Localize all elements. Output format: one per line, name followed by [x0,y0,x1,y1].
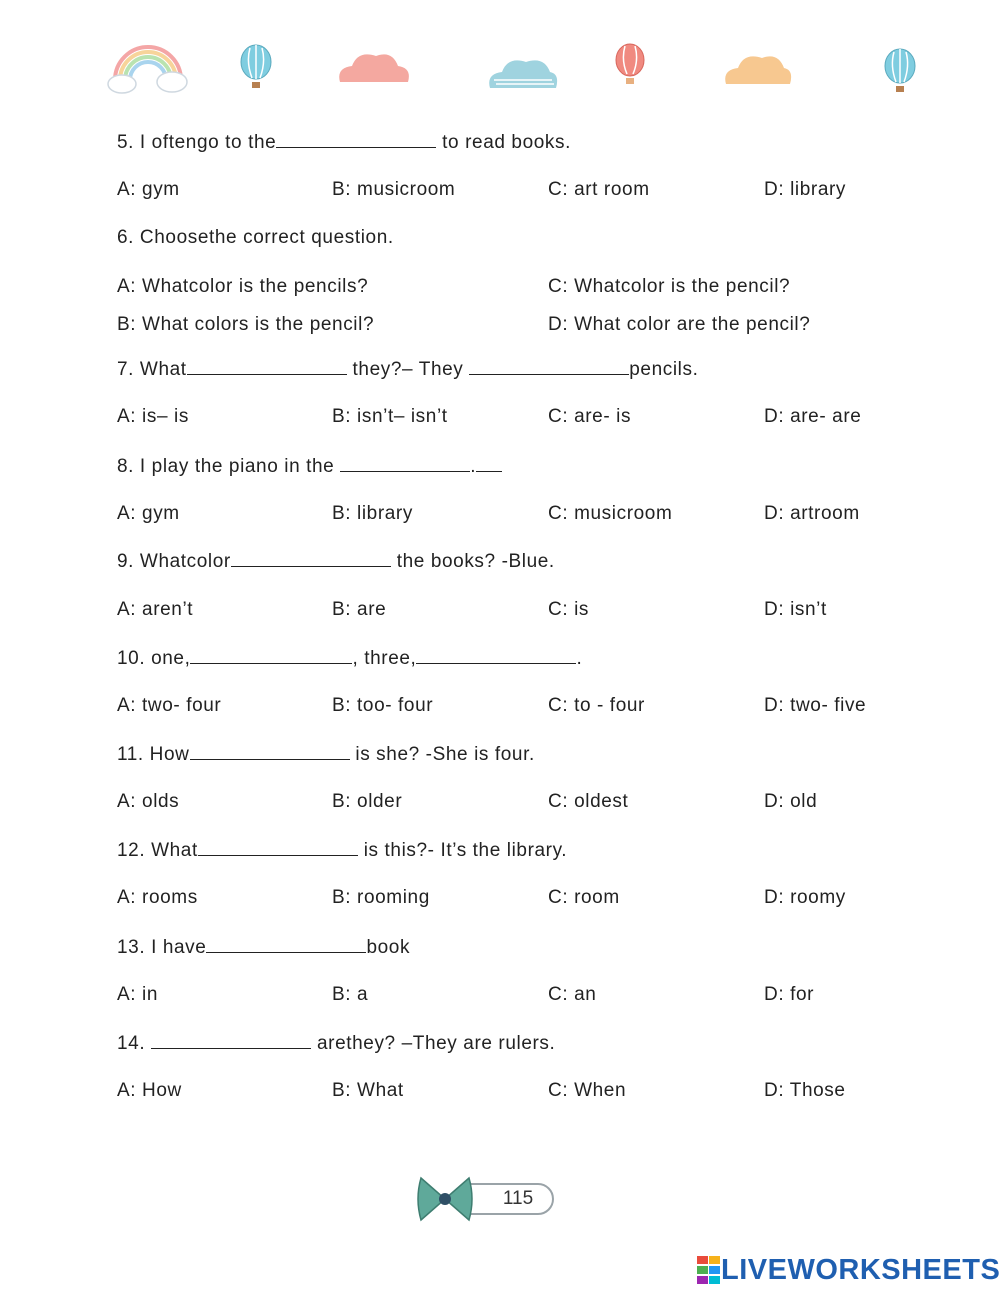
rainbow-cloud-icon [108,47,187,93]
option-b[interactable]: B: What colors is the pencil? [117,314,375,335]
answer-blank[interactable] [206,935,366,953]
question-6: 6. Choosethe correct question. [117,227,394,248]
question-text: 7. What [117,359,187,380]
option-d[interactable]: D: two- five [764,695,867,716]
option-d[interactable]: D: isn’t [764,599,827,620]
option-b[interactable]: B: too- four [332,695,434,716]
option-d[interactable]: D: Those [764,1080,846,1101]
question-text: , three, [352,648,417,669]
option-a[interactable]: A: Whatcolor is the pencils? [117,276,369,297]
liveworksheets-logo [697,1254,1000,1286]
option-a[interactable]: A: two- four [117,695,222,716]
option-a[interactable]: A: gym [117,179,180,200]
orange-cloud-icon [725,56,791,84]
red-balloon-icon [616,44,644,84]
option-d[interactable]: D: library [764,179,847,200]
pink-cloud-icon [339,54,409,82]
question-12 [117,838,567,862]
blue-cloud-icon [489,60,557,88]
option-b[interactable]: B: older [332,791,403,812]
option-d[interactable]: D: old [764,791,818,812]
question-text: book [366,937,411,958]
option-d[interactable]: D: roomy [764,887,846,908]
question-14 [117,1031,555,1055]
answer-blank[interactable] [340,454,470,472]
question-5 [117,130,571,154]
option-c[interactable]: C: to - four [548,695,645,716]
question-7 [117,357,699,381]
option-c[interactable]: C: oldest [548,791,629,812]
question-11 [117,742,535,766]
answer-blank[interactable] [190,646,352,664]
question-text: pencils. [629,359,699,380]
question-text: they?– They [346,359,470,380]
question-text: 10. one, [117,648,191,669]
header-decorations [100,40,930,100]
option-a[interactable]: A: gym [117,503,180,524]
option-b[interactable]: B: a [332,984,369,1005]
option-c[interactable]: C: an [548,984,597,1005]
option-a[interactable]: A: in [117,984,159,1005]
answer-blank[interactable] [190,742,350,760]
question-8 [117,454,502,478]
option-d[interactable]: D: for [764,984,815,1005]
option-a[interactable]: A: olds [117,791,180,812]
logo-text: LIVEWORKSHEETS [721,1253,1000,1286]
answer-blank[interactable] [469,357,629,375]
page-number: 115 [502,1188,534,1209]
option-d[interactable]: D: artroom [764,503,860,524]
option-c[interactable]: C: are- is [548,406,632,427]
bow-icon [418,1178,472,1220]
option-b[interactable]: B: library [332,503,413,524]
answer-blank[interactable] [416,646,576,664]
option-b[interactable]: B: rooming [332,887,430,908]
question-text: 14. [117,1033,152,1054]
option-c[interactable]: C: When [548,1080,627,1101]
question-text: the books? -Blue. [390,551,555,572]
blue-balloon-icon [885,49,915,92]
question-text: 11. How [117,744,190,765]
question-text: 9. Whatcolor [117,551,231,572]
question-text: is she? -She is four. [349,744,535,765]
option-a[interactable]: A: rooms [117,887,198,908]
option-b[interactable]: B: musicroom [332,179,456,200]
question-text: . [470,456,477,477]
answer-blank[interactable] [187,357,347,375]
question-text: arethey? –They are rulers. [311,1033,556,1054]
option-d[interactable]: D: are- are [764,406,862,427]
answer-blank[interactable] [276,130,436,148]
answer-blank[interactable] [198,838,358,856]
question-text: 5. I oftengo to the [117,132,277,153]
option-b[interactable]: B: isn’t– isn’t [332,406,448,427]
option-c[interactable]: C: art room [548,179,650,200]
question-text: 8. I play the piano in the [117,456,341,477]
option-a[interactable]: A: aren’t [117,599,194,620]
option-a[interactable]: A: How [117,1080,182,1101]
question-10 [117,646,582,670]
option-c[interactable]: C: is [548,599,589,620]
option-c[interactable]: C: Whatcolor is the pencil? [548,276,791,297]
question-text: 12. What [117,840,198,861]
question-text: to read books. [436,132,571,153]
logo-mark-icon [697,1256,721,1284]
option-b[interactable]: B: What [332,1080,404,1101]
answer-blank-tail [476,454,502,472]
option-d[interactable]: D: What color are the pencil? [548,314,811,335]
question-text: . [576,648,583,669]
option-b[interactable]: B: are [332,599,387,620]
question-text: 13. I have [117,937,207,958]
option-c[interactable]: C: room [548,887,620,908]
answer-blank[interactable] [151,1031,311,1049]
question-9 [117,549,555,573]
option-a[interactable]: A: is– is [117,406,189,427]
question-13 [117,935,410,959]
option-c[interactable]: C: musicroom [548,503,673,524]
blue-balloon-icon [241,45,271,88]
question-text: is this?- It’s the library. [357,840,568,861]
answer-blank[interactable] [231,549,391,567]
